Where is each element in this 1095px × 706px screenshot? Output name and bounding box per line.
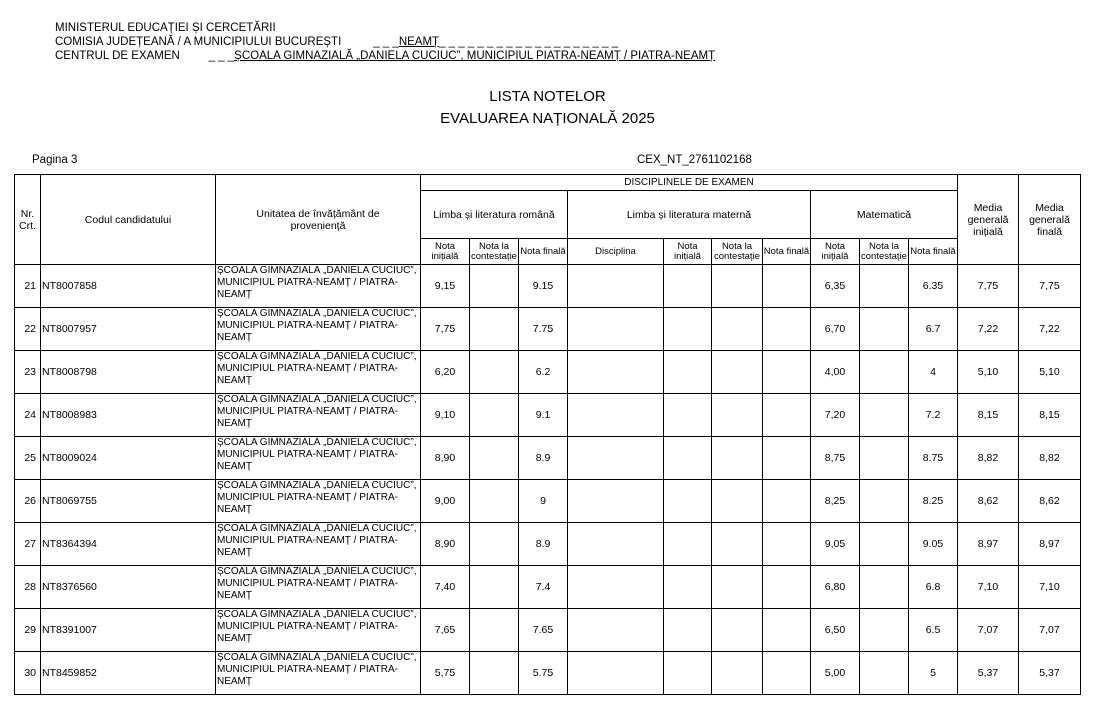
media-initiala: 5,10 bbox=[958, 351, 1019, 394]
row-number: 22 bbox=[15, 308, 41, 351]
materna-nota-contestatie bbox=[712, 609, 763, 652]
mat-nota-contestatie bbox=[860, 308, 909, 351]
mat-nota-contestatie bbox=[860, 566, 909, 609]
mat-nota-initiala: 6,50 bbox=[811, 609, 860, 652]
materna-disciplina bbox=[568, 437, 664, 480]
commission-label: COMISIA JUDEȚEANĂ / A MUNICIPIULUI BUCUREȘTI bbox=[55, 36, 342, 48]
mat-nota-contestatie bbox=[860, 480, 909, 523]
materna-nota-initiala bbox=[664, 308, 712, 351]
ro-nota-initiala: 9,10 bbox=[421, 394, 470, 437]
ro-nota-contestatie bbox=[470, 265, 519, 308]
center-line: CENTRUL DE EXAMEN _ _ _ȘCOALA GIMNAZIALĂ „DANIELA CUCIUC”, MUNICIPIUL PIATRA-NEAMȚ / PIATRA-NEAMȚ bbox=[55, 50, 716, 62]
ro-nota-initiala: 9,15 bbox=[421, 265, 470, 308]
ro-nota-initiala: 8,90 bbox=[421, 523, 470, 566]
center-value: ȘCOALA GIMNAZIALĂ „DANIELA CUCIUC”, MUNICIPIUL PIATRA-NEAMȚ / PIATRA-NEAMȚ bbox=[234, 50, 716, 62]
mat-nota-initiala: 9,05 bbox=[811, 523, 860, 566]
col-nr-header: Nr. Crt. bbox=[15, 175, 41, 265]
media-initiala: 7,07 bbox=[958, 609, 1019, 652]
candidate-code: NT8008983 bbox=[41, 394, 216, 437]
mat-nota-contestatie bbox=[860, 437, 909, 480]
ro-nota-contestatie bbox=[470, 523, 519, 566]
materna-nota-contestatie bbox=[712, 265, 763, 308]
media-finala: 7,07 bbox=[1019, 609, 1081, 652]
row-number: 21 bbox=[15, 265, 41, 308]
materna-nota-finala bbox=[763, 609, 811, 652]
media-initiala: 7,22 bbox=[958, 308, 1019, 351]
materna-nota-initiala bbox=[664, 480, 712, 523]
table-row bbox=[15, 652, 1081, 695]
mat-nota-contestatie bbox=[860, 652, 909, 695]
media-finala: 5,10 bbox=[1019, 351, 1081, 394]
page-indicator bbox=[32, 154, 77, 166]
materna-disciplina bbox=[568, 523, 664, 566]
page-label: Pagina bbox=[32, 154, 68, 166]
ro-nota-contestatie bbox=[470, 480, 519, 523]
media-finala: 8,15 bbox=[1019, 394, 1081, 437]
materna-nota-contestatie bbox=[712, 308, 763, 351]
ro-nota-contestatie bbox=[470, 566, 519, 609]
ro-nota-finala: 9.15 bbox=[519, 265, 568, 308]
candidate-code: NT8007957 bbox=[41, 308, 216, 351]
school-unit: ȘCOALA GIMNAZIALĂ „DANIELA CUCIUC”, MUNICIPIUL PIATRA-NEAMȚ / PIATRA-NEAMȚ bbox=[216, 351, 421, 394]
ro-nota-contestatie bbox=[470, 609, 519, 652]
materna-nota-contestatie bbox=[712, 566, 763, 609]
materna-nota-finala bbox=[763, 308, 811, 351]
ro-nota-contestatie bbox=[470, 394, 519, 437]
school-unit: ȘCOALA GIMNAZIALĂ „DANIELA CUCIUC”, MUNICIPIUL PIATRA-NEAMȚ / PIATRA-NEAMȚ bbox=[216, 437, 421, 480]
table-row bbox=[15, 265, 1081, 308]
mat-nota-initiala: 4,00 bbox=[811, 351, 860, 394]
materna-nota-finala bbox=[763, 265, 811, 308]
mat-nota-initiala-header: Nota inițială bbox=[811, 239, 860, 265]
media-initiala: 8,82 bbox=[958, 437, 1019, 480]
table-row bbox=[15, 437, 1081, 480]
table-row bbox=[15, 566, 1081, 609]
ro-nota-contestatie bbox=[470, 308, 519, 351]
candidate-code: NT8009024 bbox=[41, 437, 216, 480]
materna-nota-initiala bbox=[664, 351, 712, 394]
candidate-code: NT8391007 bbox=[41, 609, 216, 652]
candidate-code: NT8459852 bbox=[41, 652, 216, 695]
ro-nota-finala: 5.75 bbox=[519, 652, 568, 695]
ministry-line: MINISTERUL EDUCAȚIEI ȘI CERCETĂRII bbox=[55, 22, 276, 34]
materna-nota-contestatie bbox=[712, 652, 763, 695]
mat-nota-contestatie bbox=[860, 265, 909, 308]
disciplines-header: DISCIPLINELE DE EXAMEN bbox=[421, 175, 958, 191]
col-media-initiala-header: Media generală inițială bbox=[958, 175, 1019, 265]
mat-nota-initiala: 7,20 bbox=[811, 394, 860, 437]
col-code-header: Codul candidatului bbox=[41, 175, 216, 265]
materna-nota-contestatie bbox=[712, 394, 763, 437]
mat-nota-finala: 4 bbox=[909, 351, 958, 394]
media-initiala: 8,97 bbox=[958, 523, 1019, 566]
candidate-code: NT8008798 bbox=[41, 351, 216, 394]
school-unit: ȘCOALA GIMNAZIALĂ „DANIELA CUCIUC”, MUNICIPIUL PIATRA-NEAMȚ / PIATRA-NEAMȚ bbox=[216, 308, 421, 351]
row-number: 30 bbox=[15, 652, 41, 695]
school-unit: ȘCOALA GIMNAZIALĂ „DANIELA CUCIUC”, MUNICIPIUL PIATRA-NEAMȚ / PIATRA-NEAMȚ bbox=[216, 523, 421, 566]
mat-nota-finala: 6.7 bbox=[909, 308, 958, 351]
row-number: 28 bbox=[15, 566, 41, 609]
materna-nota-finala bbox=[763, 480, 811, 523]
materna-nota-initiala bbox=[664, 523, 712, 566]
document-subtitle: EVALUAREA NAȚIONALĂ 2025 bbox=[440, 110, 655, 127]
ro-nota-initiala: 6,20 bbox=[421, 351, 470, 394]
materna-nota-initiala bbox=[664, 652, 712, 695]
grades-table bbox=[14, 174, 1081, 695]
materna-disciplina bbox=[568, 566, 664, 609]
materna-disciplina bbox=[568, 609, 664, 652]
mat-nota-finala: 9.05 bbox=[909, 523, 958, 566]
ro-nota-contestatie bbox=[470, 351, 519, 394]
ro-nota-finala: 8.9 bbox=[519, 437, 568, 480]
mat-nota-initiala: 6,80 bbox=[811, 566, 860, 609]
materna-disciplina bbox=[568, 351, 664, 394]
school-unit: ȘCOALA GIMNAZIALĂ „DANIELA CUCIUC”, MUNICIPIUL PIATRA-NEAMȚ / PIATRA-NEAMȚ bbox=[216, 652, 421, 695]
table-row bbox=[15, 308, 1081, 351]
document-code: CEX_NT_2761102168 bbox=[637, 154, 752, 166]
materna-nota-contestatie-header: Nota la contestație bbox=[712, 239, 763, 265]
mat-nota-initiala: 6,35 bbox=[811, 265, 860, 308]
materna-nota-finala bbox=[763, 523, 811, 566]
row-number: 23 bbox=[15, 351, 41, 394]
mat-nota-finala: 5 bbox=[909, 652, 958, 695]
media-initiala: 8,62 bbox=[958, 480, 1019, 523]
mat-nota-contestatie bbox=[860, 609, 909, 652]
materna-disciplina-header: Disciplina bbox=[568, 239, 664, 265]
materna-nota-finala bbox=[763, 394, 811, 437]
mat-nota-initiala: 8,75 bbox=[811, 437, 860, 480]
ro-nota-finala-header: Nota finală bbox=[519, 239, 568, 265]
mat-nota-finala: 7.2 bbox=[909, 394, 958, 437]
materna-header: Limba și literatura maternă bbox=[568, 191, 811, 239]
materna-nota-initiala bbox=[664, 265, 712, 308]
school-unit: ȘCOALA GIMNAZIALĂ „DANIELA CUCIUC”, MUNICIPIUL PIATRA-NEAMȚ / PIATRA-NEAMȚ bbox=[216, 609, 421, 652]
materna-nota-finala bbox=[763, 437, 811, 480]
ro-nota-initiala-header: Nota inițială bbox=[421, 239, 470, 265]
school-unit: ȘCOALA GIMNAZIALĂ „DANIELA CUCIUC”, MUNICIPIUL PIATRA-NEAMȚ / PIATRA-NEAMȚ bbox=[216, 566, 421, 609]
ro-nota-initiala: 7,65 bbox=[421, 609, 470, 652]
table-row bbox=[15, 480, 1081, 523]
ro-nota-finala: 6.2 bbox=[519, 351, 568, 394]
row-number: 27 bbox=[15, 523, 41, 566]
ro-nota-contestatie bbox=[470, 652, 519, 695]
row-number: 25 bbox=[15, 437, 41, 480]
ro-nota-initiala: 9,00 bbox=[421, 480, 470, 523]
col-unit-header: Unitatea de învățământ de proveniență bbox=[216, 175, 421, 265]
materna-nota-initiala bbox=[664, 437, 712, 480]
mat-nota-initiala: 5,00 bbox=[811, 652, 860, 695]
mat-nota-finala: 6.5 bbox=[909, 609, 958, 652]
media-initiala: 7,75 bbox=[958, 265, 1019, 308]
mat-nota-finala: 8.25 bbox=[909, 480, 958, 523]
mat-nota-contestatie bbox=[860, 523, 909, 566]
mat-nota-initiala: 6,70 bbox=[811, 308, 860, 351]
media-initiala: 5,37 bbox=[958, 652, 1019, 695]
mat-nota-contestatie bbox=[860, 351, 909, 394]
materna-disciplina bbox=[568, 265, 664, 308]
media-initiala: 7,10 bbox=[958, 566, 1019, 609]
ro-nota-finala: 7.75 bbox=[519, 308, 568, 351]
row-number: 26 bbox=[15, 480, 41, 523]
candidate-code: NT8069755 bbox=[41, 480, 216, 523]
materna-nota-initiala bbox=[664, 394, 712, 437]
table-row bbox=[15, 394, 1081, 437]
ro-nota-finala: 7.65 bbox=[519, 609, 568, 652]
col-media-finala-header: Media generală finală bbox=[1019, 175, 1081, 265]
mat-nota-contestatie-header: Nota la contestație bbox=[860, 239, 909, 265]
media-finala: 5,37 bbox=[1019, 652, 1081, 695]
media-finala: 8,82 bbox=[1019, 437, 1081, 480]
mat-nota-initiala: 8,25 bbox=[811, 480, 860, 523]
media-finala: 7,10 bbox=[1019, 566, 1081, 609]
materna-disciplina bbox=[568, 480, 664, 523]
media-finala: 8,62 bbox=[1019, 480, 1081, 523]
ro-nota-contestatie bbox=[470, 437, 519, 480]
materna-nota-initiala bbox=[664, 566, 712, 609]
mat-nota-finala: 6.35 bbox=[909, 265, 958, 308]
romana-header: Limba și literatura română bbox=[421, 191, 568, 239]
ro-nota-finala: 7.4 bbox=[519, 566, 568, 609]
media-finala: 7,75 bbox=[1019, 265, 1081, 308]
mat-nota-finala: 8.75 bbox=[909, 437, 958, 480]
materna-nota-contestatie bbox=[712, 523, 763, 566]
ro-nota-finala: 9.1 bbox=[519, 394, 568, 437]
mat-nota-finala-header: Nota finală bbox=[909, 239, 958, 265]
commission-line: COMISIA JUDEȚEANĂ / A MUNICIPIULUI BUCUREȘTI _ _ _NEAMȚ_ _ _ _ _ _ _ _ _ _ _ _ _ _ _ _ _ _ _ bbox=[55, 36, 619, 48]
candidate-code: NT8007858 bbox=[41, 265, 216, 308]
school-unit: ȘCOALA GIMNAZIALĂ „DANIELA CUCIUC”, MUNICIPIUL PIATRA-NEAMȚ / PIATRA-NEAMȚ bbox=[216, 265, 421, 308]
ro-nota-finala: 9 bbox=[519, 480, 568, 523]
table-row bbox=[15, 351, 1081, 394]
table-row bbox=[15, 609, 1081, 652]
commission-value: NEAMȚ bbox=[398, 36, 440, 48]
candidate-code: NT8376560 bbox=[41, 566, 216, 609]
media-finala: 7,22 bbox=[1019, 308, 1081, 351]
materna-nota-finala bbox=[763, 652, 811, 695]
ro-nota-initiala: 8,90 bbox=[421, 437, 470, 480]
materna-disciplina bbox=[568, 652, 664, 695]
row-number: 29 bbox=[15, 609, 41, 652]
materna-nota-contestatie bbox=[712, 437, 763, 480]
school-unit: ȘCOALA GIMNAZIALĂ „DANIELA CUCIUC”, MUNICIPIUL PIATRA-NEAMȚ / PIATRA-NEAMȚ bbox=[216, 394, 421, 437]
ro-nota-initiala: 7,75 bbox=[421, 308, 470, 351]
media-initiala: 8,15 bbox=[958, 394, 1019, 437]
document-title: LISTA NOTELOR bbox=[489, 88, 606, 105]
materna-nota-contestatie bbox=[712, 480, 763, 523]
matematica-header: Matematică bbox=[811, 191, 958, 239]
ro-nota-initiala: 5,75 bbox=[421, 652, 470, 695]
ro-nota-initiala: 7,40 bbox=[421, 566, 470, 609]
materna-nota-finala bbox=[763, 566, 811, 609]
center-label: CENTRUL DE EXAMEN bbox=[55, 50, 180, 62]
materna-nota-initiala bbox=[664, 609, 712, 652]
row-number: 24 bbox=[15, 394, 41, 437]
table-row bbox=[15, 523, 1081, 566]
page-number: 3 bbox=[71, 154, 78, 166]
ro-nota-contestatie-header: Nota la contestație bbox=[470, 239, 519, 265]
materna-disciplina bbox=[568, 308, 664, 351]
candidate-code: NT8364394 bbox=[41, 523, 216, 566]
mat-nota-finala: 6.8 bbox=[909, 566, 958, 609]
materna-nota-finala-header: Nota finală bbox=[763, 239, 811, 265]
mat-nota-contestatie bbox=[860, 394, 909, 437]
school-unit: ȘCOALA GIMNAZIALĂ „DANIELA CUCIUC”, MUNICIPIUL PIATRA-NEAMȚ / PIATRA-NEAMȚ bbox=[216, 480, 421, 523]
materna-nota-finala bbox=[763, 351, 811, 394]
materna-disciplina bbox=[568, 394, 664, 437]
materna-nota-initiala-header: Nota inițială bbox=[664, 239, 712, 265]
materna-nota-contestatie bbox=[712, 351, 763, 394]
media-finala: 8,97 bbox=[1019, 523, 1081, 566]
ro-nota-finala: 8.9 bbox=[519, 523, 568, 566]
